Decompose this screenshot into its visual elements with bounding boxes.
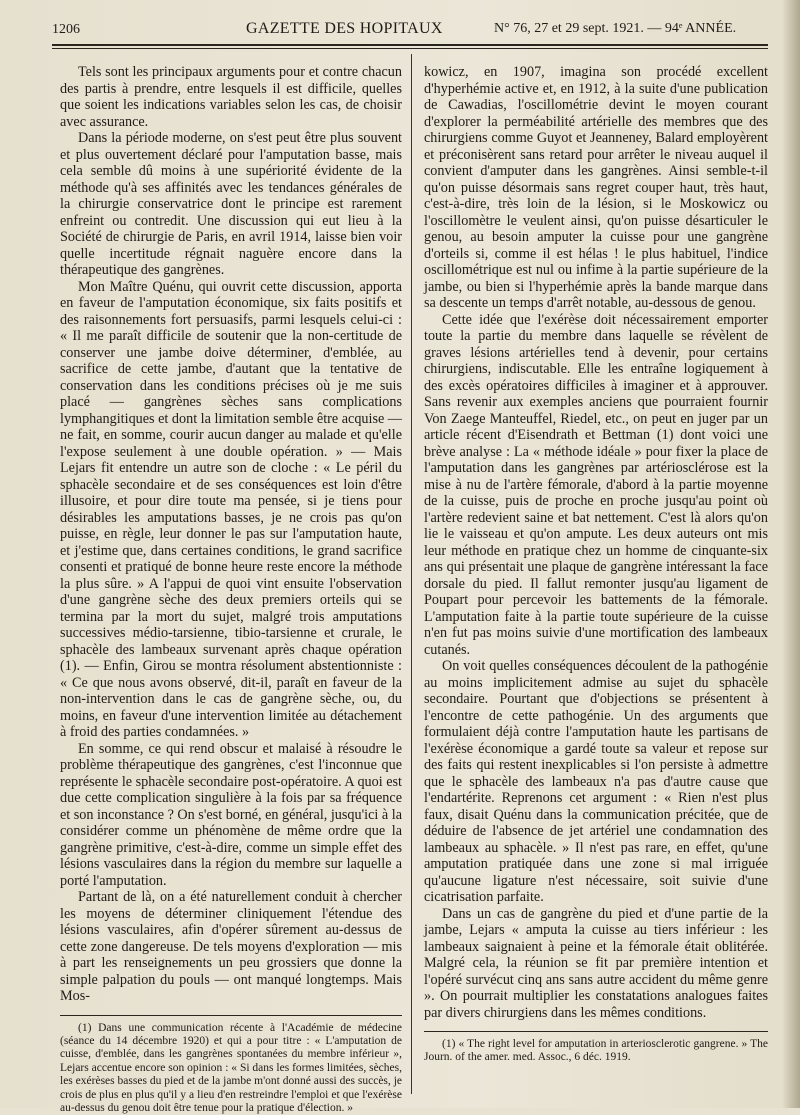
left-column: [60, 64, 402, 1115]
paragraph: Dans la période moderne, on s'est peut être plus souvent et plus ouvertement déclaré pour l'amputation basse, mais cela semble dû moins à une supériorité évidente de la méthode qu'à ses affinités avec les tendances générales de la chirurgie conservatrice dont le principe est rarement enfreint ou contredit. Une discussion qui eut lieu à la Société de chirurgie de Paris, en avril 1914, laisse bien voir quelle incertitude régnait naguère encore dans la thérapeutique des gangrènes.: [60, 130, 402, 279]
right-column: [424, 64, 768, 1065]
paragraph: Cette idée que l'exérèse doit nécessairement emporter toute la partie du membre dans laquelle se révèlent de graves lésions artérielles tend à devenir, pour certains chirurgiens, indiscutable. Elle les entraîne logiquement à des excès opératoires difficiles à imaginer et à approuver. Sans revenir aux exemples anciens que pourraient fournir Von Zaege Manteuffel, Riedel, etc., on peut en juger par un article récent d'Eisendrath et Bettman (1) dont voici une brève analyse : La « méthode idéale » pour fixer la place de l'amputation dans les gangrènes par artériosclérose est la mise à nu de l'artère fémorale, d'abord à la partie moyenne de la cuisse, puis de proche en proche jusqu'au point où l'artère redevient saine et bat nettement. C'est là alors qu'on lie le vaisseau et qu'on ampute. Les deux auteurs ont mis leur méthode en pratique chez un homme de cinquante-six ans qui présentait une plaque de gangrène intéressant la face dorsale du pied. Il fallut remonter jusqu'au ligament de Poupart pour percevoir les battements de la fémorale. L'amputation faite à la partie toute supérieure de la cuisse n'en fut pas moins suivie d'une mortification des lambeaux cutanés.: [424, 312, 768, 659]
column-divider: [411, 54, 412, 1094]
paragraph: On voit quelles conséquences découlent de la pathogénie au moins implicitement admise au sujet du sphacèle secondaire. Pourtant que d'objections se présentent à l'encontre de cette pathogénie. Un des arguments que formulaient déjà contre l'amputation haute les partisans de l'exérèse économique a gardé toute sa valeur et repose sur des faits qui restent inexplicables si l'on persiste à admettre que le sphacèle des lambeaux n'a pas d'autre cause que l'endartérite. Reprenons cet argument : « Rien n'est plus faux, disait Quénu dans la communication précitée, que de déduire de l'absence de jet artériel une condamnation des lambeaux au sphacèle. » Il n'est pas rare, en effet, qu'une amputation pratiquée dans une zone si mal irriguée qu'aucune ligature n'est nécessaire, soit suivie d'une cicatrisation parfaite.: [424, 658, 768, 906]
paragraph: En somme, ce qui rend obscur et malaisé à résoudre le problème thérapeutique des gangrènes, c'est l'inconnue que représente le sphacèle secondaire post-opératoire. A quoi est due cette complication singulière à la fois par sa fréquence et son inconstance ? On s'est borné, en général, jusqu'ici à la considérer comme un phénomène de même ordre que la gangrène primitive, c'est-à-dire, comme un simple effet des lésions vasculaires dans la région du membre sur laquelle a porté l'amputation.: [60, 741, 402, 890]
header-rule-thin: [52, 48, 768, 49]
issue-info: N° 76, 27 et 29 sept. 1921. — 94ᵉ ANNÉE.: [494, 21, 736, 37]
paragraph: Tels sont les principaux arguments pour et contre chacun des partis à prendre, entre lesquels il est difficile, quelles que soient les indications variables selon les cas, de choisir avec assurance.: [60, 64, 402, 130]
footnote: (1) « The right level for amputation in arteriosclerotic gangrene. » The Journ. of the amer. med. Assoc., 6 déc. 1919.: [424, 1038, 768, 1065]
paragraph: Partant de là, on a été naturellement conduit à chercher les moyens de déterminer cliniquement l'étendue des lésions vasculaires, afin d'opérer sûrement au-dessus de cette zone dangereuse. De tels moyens d'exploration — mis à part les renseignements un peu grossiers que donne la simple palpation du pouls — ont manqué longtemps. Mais Mos-: [60, 889, 402, 1005]
footnote-rule: [424, 1031, 768, 1032]
page-edge-shadow: [782, 0, 800, 1108]
paragraph: Mon Maître Quénu, qui ouvrit cette discussion, apporta en faveur de l'amputation économique, six faits positifs et des raisonnements fort persuasifs, parmi lesquels celui-ci : « Il me paraît difficile de soutenir que la non-certitude de conserver une jambe doive déterminer, d'emblée, au sacrifice de cette jambe, d'autant que la tentative de conservation dans les conditions précises où je me suis placé — gangrènes sèches sans complications lymphangitiques et dont la limitation semble être acquise — ne fait, en somme, courir aucun danger au malade et qu'elle l'expose seulement à une double opération. » — Mais Lejars fit entendre un autre son de cloche : « Le péril du sphacèle secondaire et de ses conséquences est loin d'être illusoire, et pour dire toute ma pensée, si je tiens pour désirables les amputations basses, je ne crois pas qu'on puisse, en règle, leur donner le pas sur l'amputation haute, et j'estime que, dans certaines conditions, le grand sacrifice consenti et pratiqué de bonne heure reste encore la méthode la plus sûre. » A l'appui de quoi vint ensuite l'observation d'une gangrène sèche des deux premiers orteils qui se termina par la mort du sujet, malgré trois amputations successives médio-tarsienne, tibio-tarsienne et crurale, le sphacèle des lambeaux survenant après chaque opération (1). — Enfin, Girou se montra résolument abstentionniste : « Ce que nous avons observé, dit-il, paraît en faveur de la non-intervention dans le cas de gangrène sèche, ou, du moins, en faveur d'une intervention limitée au détachement à froid des parties condamnées. »: [60, 279, 402, 741]
paragraph: kowicz, en 1907, imagina son procédé excellent d'hyperhémie active et, en 1912, à la suite d'une publication de Cawadias, l'oscillométrie devint le moyen courant d'explorer la perméabilité artérielle des membres que des chirurgiens comme Guyot et Jeanneney, Balard employèrent et préconisèrent sans retard pour arrêter le niveau auquel il convient d'amputer dans les gangrènes. Ainsi semble-t-il qu'on puisse désormais sans regret couper haut, très haut, c'est-à-dire, très loin de la lésion, si le Moskowicz ou l'oscillomètre le veulent ainsi, qu'on puisse désarticuler le genou, au besoin amputer la cuisse pour une gangrène d'orteils si, comme il est hélas ! le plus habituel, l'indice oscillométrique est nul ou infime à la partie supérieure de la jambe, ou bien si l'hyperhémie après la bande marque dans sa descente un temps d'arrêt notable, au-dessous de genou.: [424, 64, 768, 312]
header-rule: [52, 44, 768, 46]
paragraph: Dans un cas de gangrène du pied et d'une partie de la jambe, Lejars « amputa la cuisse au tiers inférieur : les lambeaux saignaient à peine et la fémorale était oblitérée. Malgré cela, la réunion se fit par première intention et l'opéré survécut cinq ans sans autre accident du même genre ». On pourrait multiplier les constatations analogues faites par divers chirurgiens dans les mêmes conditions.: [424, 906, 768, 1022]
journal-title: GAZETTE DES HOPITAUX: [246, 20, 443, 38]
footnote-rule: [60, 1015, 402, 1016]
page-header: [52, 18, 772, 44]
footnote: (1) Dans une communication récente à l'Académie de médecine (séance du 14 décembre 1920) et qui a pour titre : « L'amputation de cuisse, d'emblée, dans les gangrènes spontanées du membre inférieur », Lejars accentue encore son opinion : « Si dans les formes limitées, sèches, les exérèses basses du pied et de la jambe m'ont donné aussi des succès, je crois de plus en plus qu'il y a lieu d'en restreindre l'emploi et que l'exérèse au-dessus du genou doit être tenue pour la pratique d'élection. »: [60, 1022, 402, 1115]
page-number: 1206: [52, 22, 80, 38]
